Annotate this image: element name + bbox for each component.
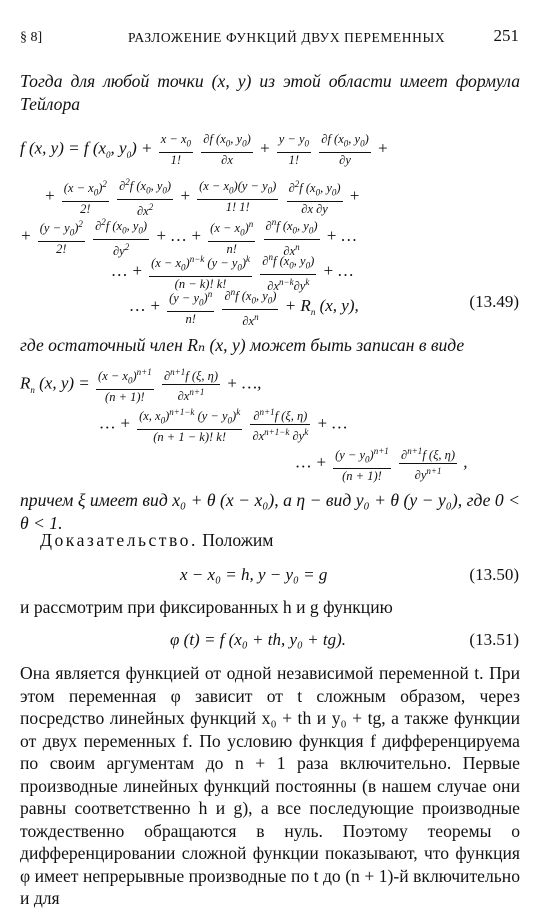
equation-number-13-49: (13.49) — [469, 292, 519, 311]
equation-13-50: x − x₀ = h, y − y₀ = g — [180, 565, 328, 584]
remainder-line-2: … + $\frac{(x, x_0)^{n+1-k} (y - y_0)^k}{(n + 1 - k)! k!}$ $\frac{\partial^{n+1}f (\xi, \eta)}{\partial x^{n+1-k} \partial y^k}$ + … — [100, 407, 348, 444]
taylor-line-2: + $\frac{(x - x_0)^2}{2!}$ $\frac{\partial^2f (x_0, y_0)}{\partial x^2}$ + $\frac{(x - x_0)(y - y_0)}{1! 1!}$ $\frac{\partial^2f (x_0, y_0)}{\partial x \partial y}$ + — [44, 177, 361, 218]
equation-number-13-50: (13.50) — [469, 565, 519, 584]
chapter-title: РАЗЛОЖЕНИЕ ФУНКЦИЙ ДВУХ ПЕРЕМЕННЫХ — [128, 30, 446, 45]
taylor-line-5: … + $\frac{(y - y_0)^n}{n!}$ $\frac{\partial^nf (x_0, y_0)}{\partial x^n}$ + $R_n$ (x, y), — [130, 287, 359, 328]
remainder-line-3: … + $\frac{(y - y_0)^{n+1}}{(n + 1)!}$ $\frac{\partial^{n+1}f (\xi, \eta)}{\partial y^{n+1}}$ , — [296, 446, 468, 483]
running-header — [20, 26, 519, 46]
remainder-text: где остаточный член Rₙ (x, y) может быть записан в виде — [20, 335, 465, 355]
intro-text: Тогда для любой точки (x, y) из этой области имеет формула Тейлора — [20, 71, 520, 114]
taylor-line-1: f (x, y) = f ($x_0$, $y_0$) + $\frac{x - x_0}{1!}$ $\frac{\partial f (x_0, y_0)}{\partial x}$ + $\frac{y - y_0}{1!}$ $\frac{\partial f (x_0, y_0)}{\partial y}$ + — [20, 132, 389, 167]
remainder-line-1: $R_n$ (x, y) = $\frac{(x - x_0)^{n+1}}{(n + 1)!}$ $\frac{\partial^{n+1}f (\xi, \eta)}{\partial x^{n+1}}$ + …, — [20, 367, 262, 404]
taylor-line-3: + $\frac{(y - y_0)^2}{2!}$ $\frac{\partial^2f (x_0, y_0)}{\partial y^2}$ + … + $\frac{(x - x_0)^n}{n!}$ $\frac{\partial^nf (x_0, y_0)}{\partial x^n}$ + … — [20, 217, 357, 258]
page-number: 251 — [493, 26, 519, 45]
proof-heading: Доказательство. — [40, 530, 198, 550]
proof-start-line — [20, 529, 520, 552]
proof-start: Положим — [202, 530, 274, 550]
condition-text: причем ξ имеет вид x₀ + θ (x − x₀), а η − вид y₀ + θ (y − y₀), где 0 < θ < 1. — [20, 490, 520, 533]
equation-13-51: φ (t) = f (x₀ + th, y₀ + tg). — [170, 630, 347, 649]
taylor-line-4: … + $\frac{(x - x_0)^{n-k} (y - y_0)^k}{(n - k)! k!}$ $\frac{\partial^nf (x_0, y_0)}{\partial x^{n-k}\partial y^k}$ + … — [112, 252, 354, 293]
consider-text: и рассмотрим при фиксированных h и g функцию — [20, 597, 393, 617]
equation-number-13-51: (13.51) — [469, 630, 519, 649]
final-paragraph: Она является функцией от одной независимой переменной t. При этом переменная φ зависит от t сложным образом, через посредство линейных функций x₀ + th и y₀ + tg, а также функции от двух переменных f. По условию функция f дифференцируема по своим аргументам до n + 1 раза включительно. Первые производные линейных функций постоянны (в нашем случае они равны соответственно h и g), а все последующие производные тождественно обращаются в нуль. Поэтому теоремы о дифференцировании сложной функции показывают, что функция φ имеет непрерывные производные по t до (n + 1)-й включительно и для — [20, 663, 520, 908]
section-mark: § 8] — [20, 30, 43, 45]
